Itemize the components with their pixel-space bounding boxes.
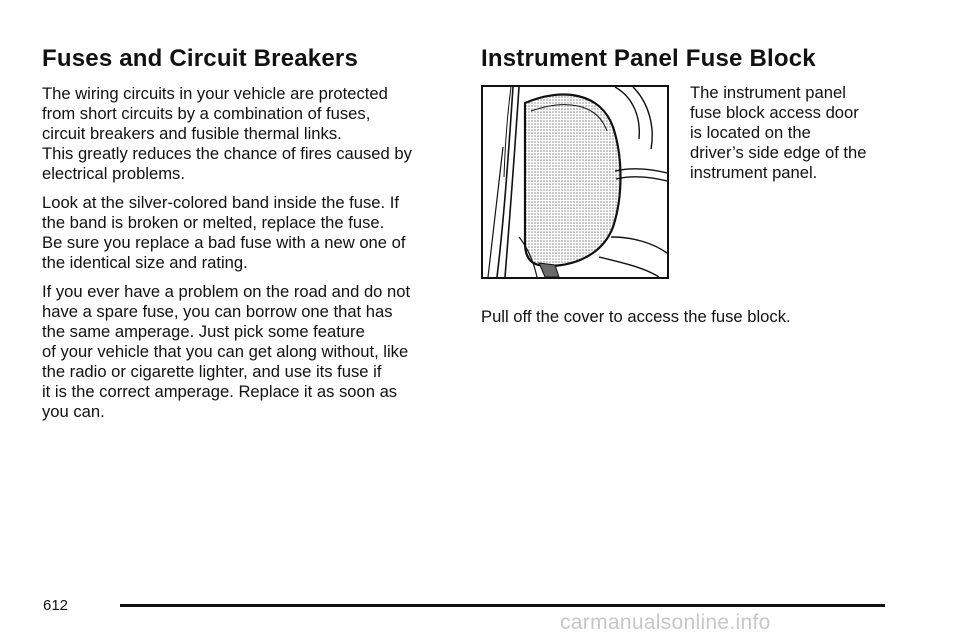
text-line: Look at the silver-colored band inside the fuse. If [42, 193, 399, 212]
paragraph-spare-fuse [42, 282, 452, 422]
right-column [481, 0, 921, 327]
text-line: instrument panel. [690, 163, 818, 182]
figure-row [481, 85, 921, 281]
text-line: is located on the [690, 123, 811, 142]
left-column [42, 0, 452, 422]
text-line: it is the correct amperage. Replace it as soon as [42, 382, 398, 401]
text-line: the same amperage. Just pick some feature [42, 322, 365, 341]
text-line: you can. [42, 402, 105, 421]
text-line: driver’s side edge of the [690, 143, 867, 162]
section-heading-instrument-panel: Instrument Panel Fuse Block [481, 45, 816, 72]
text-line: The instrument panel [690, 83, 846, 102]
text-line: The wiring circuits in your vehicle are protected [42, 84, 388, 103]
text-line: Be sure you replace a bad fuse with a new one of [42, 233, 406, 252]
text-line: the band is broken or melted, replace the fuse. [42, 213, 385, 232]
text-line: the identical size and rating. [42, 253, 248, 272]
paragraph-pull-cover [481, 307, 921, 327]
figure-caption [690, 83, 867, 183]
paragraph-wiring [42, 84, 452, 184]
paragraph-silver-band [42, 193, 452, 273]
text-line: have a spare fuse, you can borrow one that has [42, 302, 393, 321]
text-line: electrical problems. [42, 164, 185, 183]
text-line: of your vehicle that you can get along without, like [42, 342, 409, 361]
text-line: This greatly reduces the chance of fires caused by [42, 144, 412, 163]
text-line: circuit breakers and fusible thermal links. [42, 124, 342, 143]
fuse-block-illustration [481, 85, 669, 279]
footer-rule [120, 604, 885, 607]
page-number: 612 [43, 597, 69, 614]
section-heading-fuses: Fuses and Circuit Breakers [42, 45, 358, 72]
watermark: carmanualsonline.info [560, 611, 771, 634]
text-line: the radio or cigarette lighter, and use its fuse if [42, 362, 382, 381]
text-line: from short circuits by a combination of fuses, [42, 104, 371, 123]
left-body [42, 84, 452, 422]
text-line: Pull off the cover to access the fuse block. [481, 307, 791, 326]
text-line: fuse block access door [690, 103, 859, 122]
text-line: If you ever have a problem on the road and do not [42, 282, 411, 301]
